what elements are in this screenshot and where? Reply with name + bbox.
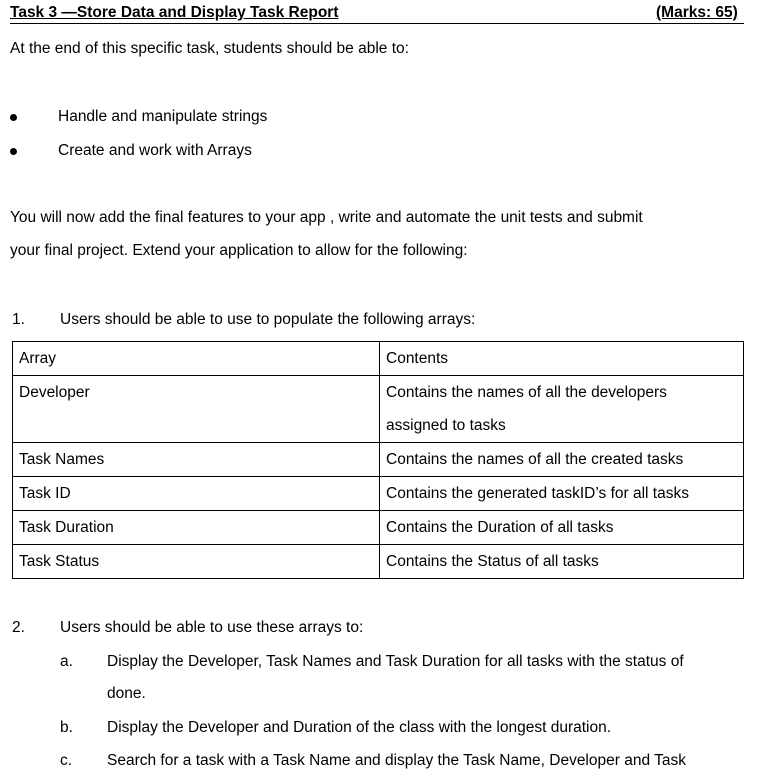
sub-list-letter: a. xyxy=(60,653,73,670)
sub-list-text: Search for a task with a Task Name and display the Task Name, Developer and Task xyxy=(107,752,686,769)
arrays-table xyxy=(12,341,744,579)
objective-item: Handle and manipulate strings xyxy=(58,108,268,125)
bullet-icon xyxy=(10,148,17,155)
table-row xyxy=(13,545,744,579)
table-header-row xyxy=(13,342,744,376)
sub-list-letter: c. xyxy=(60,752,73,769)
list-item-text: Users should be able to use to populate the following arrays: xyxy=(60,311,476,328)
list-item-text: Users should be able to use these arrays to: xyxy=(60,619,364,636)
sub-list-text: Display the Developer and Duration of the class with the longest duration. xyxy=(107,719,612,736)
array-name-cell: Developer xyxy=(13,376,380,443)
list-number: 1. xyxy=(12,311,25,328)
contents-line: assigned to tasks xyxy=(386,417,506,434)
contents-line: Contains the names of all the developers xyxy=(386,384,667,401)
array-name-cell: Task Names xyxy=(13,443,380,477)
array-name-cell: Task Status xyxy=(13,545,380,579)
paragraph-line: You will now add the final features to your app , write and automate the unit tests and submit xyxy=(10,209,643,226)
sub-list-text: done. xyxy=(107,685,146,702)
array-contents-cell: Contains the Status of all tasks xyxy=(380,545,744,579)
array-contents-cell: Contains the generated taskID’s for all tasks xyxy=(380,477,744,511)
sub-list-text: Display the Developer, Task Names and Task Duration for all tasks with the status of xyxy=(107,653,684,670)
list-number: 2. xyxy=(12,619,25,636)
array-name-cell: Task Duration xyxy=(13,511,380,545)
array-contents-cell: Contains the names of all the created tasks xyxy=(380,443,744,477)
array-contents-cell xyxy=(380,376,744,443)
table-row xyxy=(13,477,744,511)
marks-label: (Marks: 65) xyxy=(656,4,738,21)
array-contents-cell: Contains the Duration of all tasks xyxy=(380,511,744,545)
table-row xyxy=(13,511,744,545)
table-header-cell: Array xyxy=(13,342,380,376)
bullet-icon xyxy=(10,114,17,121)
table-header-cell: Contents xyxy=(380,342,744,376)
objective-item: Create and work with Arrays xyxy=(58,142,252,159)
task-title: Task 3 —Store Data and Display Task Report xyxy=(10,4,339,21)
sub-list-letter: b. xyxy=(60,719,73,736)
table-row xyxy=(13,443,744,477)
array-name-cell: Task ID xyxy=(13,477,380,511)
paragraph-line: your final project. Extend your application to allow for the following: xyxy=(10,242,468,259)
header-divider xyxy=(10,23,744,24)
intro-text: At the end of this specific task, students should be able to: xyxy=(10,40,409,57)
table-row xyxy=(13,376,744,443)
